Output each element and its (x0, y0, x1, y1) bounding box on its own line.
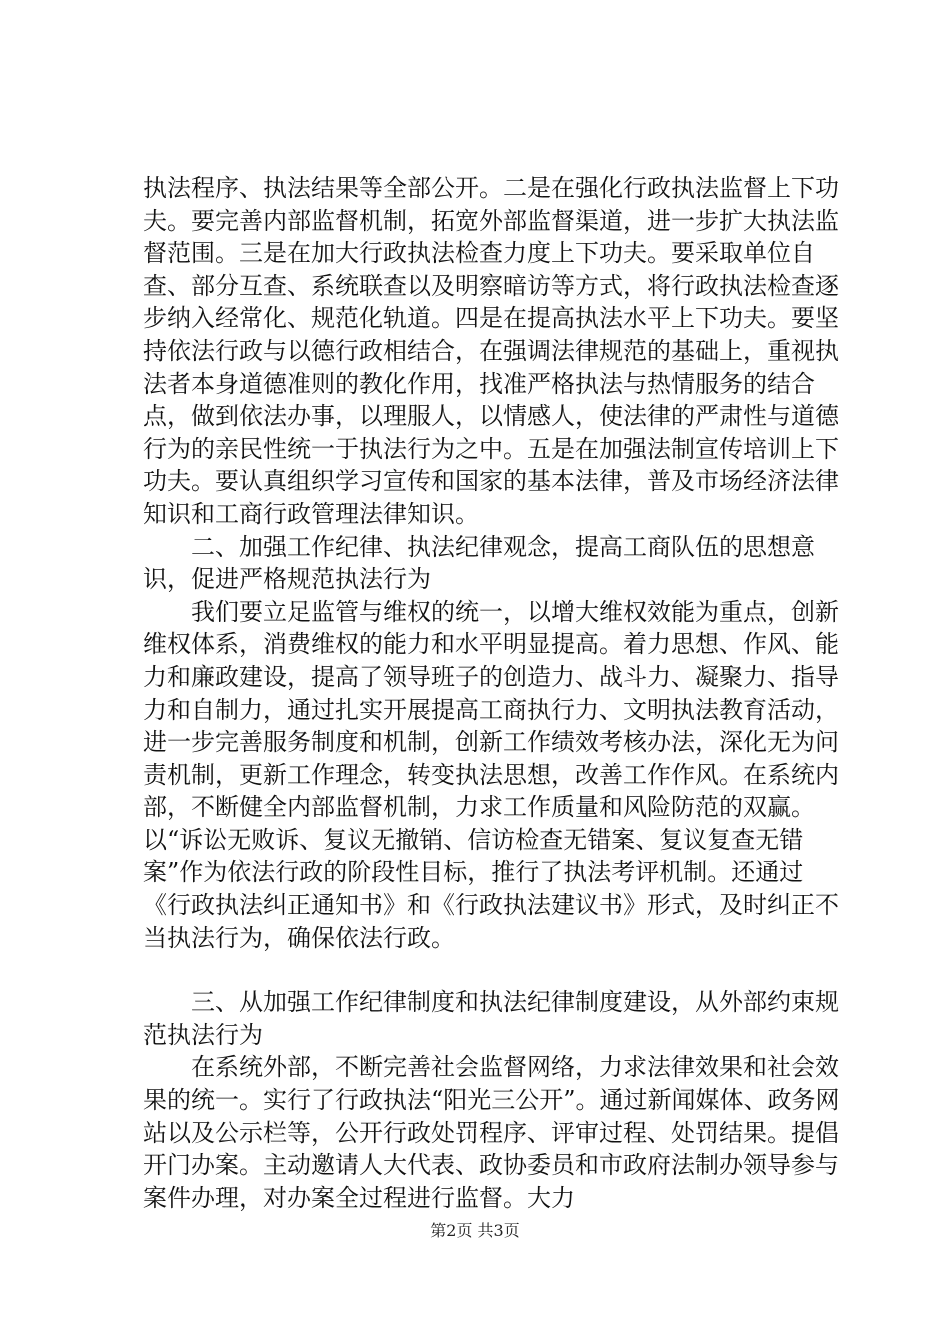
document-body (143, 172, 843, 1214)
paragraph-gap (143, 954, 843, 986)
paragraph-section-2: 我们要立足监管与维权的统一，以增大维权效能为重点，创新维权体系，消费维权的能力和水平明显提高。着力思想、作风、能力和廉政建设，提高了领导班子的创造力、战斗力、凝聚力、指导力和自制力，通过扎实开展提高工商执行力、文明执法教育活动，进一步完善服务制度和机制，创新工作绩效考核办法，深化无为问责机制，更新工作理念，转变执法思想，改善工作作风。在系统内部，不断健全内部监督机制，力求工作质量和风险防范的双赢。以“诉讼无败诉、复议无撤销、信访检查无错案、复议复查无错案”作为依法行政的阶段性目标，推行了执法考评机制。还通过《行政执法纠正通知书》和《行政执法建议书》形式，及时纠正不当执法行为，确保依法行政。 (143, 597, 839, 952)
section-heading-2: 二、加强工作纪律、执法纪律观念，提高工商队伍的思想意识，促进严格规范执法行为 (143, 532, 815, 594)
page-footer: 第2页 共3页 (430, 1221, 520, 1240)
section-heading-3: 三、从加强工作纪律制度和执法纪律制度建设，从外部约束规范执法行为 (143, 988, 839, 1049)
paragraph-section-3: 在系统外部，不断完善社会监督网络，力求法律效果和社会效果的统一。实行了行政执法“阳光三公开”。通过新闻媒体、政务网站以及公示栏等，公开行政处罚程序、评审过程、处罚结果。提倡开门办案。主动邀请人大代表、政协委员和市政府法制办领导参与案件办理，对办案全过程进行监督。大力 (143, 1053, 840, 1212)
paragraph-continuation: 执法程序、执法结果等全部公开。二是在强化行政执法监督上下功夫。要完善内部监督机制，拓宽外部监督渠道，进一步扩大执法监督范围。三是在加大行政执法检查力度上下功夫。要采取单位自查、部分互查、系统联查以及明察暗访等方式，将行政执法检查逐步纳入经常化、规范化轨道。四是在提高执法水平上下功夫。要坚持依法行政与以德行政相结合，在强调法律规范的基础上，重视执法者本身道德准则的教化作用，找准严格执法与热情服务的结合点，做到依法办事，以理服人，以情感人，使法律的严肃性与道德行为的亲民性统一于执法行为之中。五是在加强法制宣传培训上下功夫。要认真组织学习宣传和国家的基本法律，普及市场经济法律知识和工商行政管理法律知识。 (143, 174, 839, 528)
